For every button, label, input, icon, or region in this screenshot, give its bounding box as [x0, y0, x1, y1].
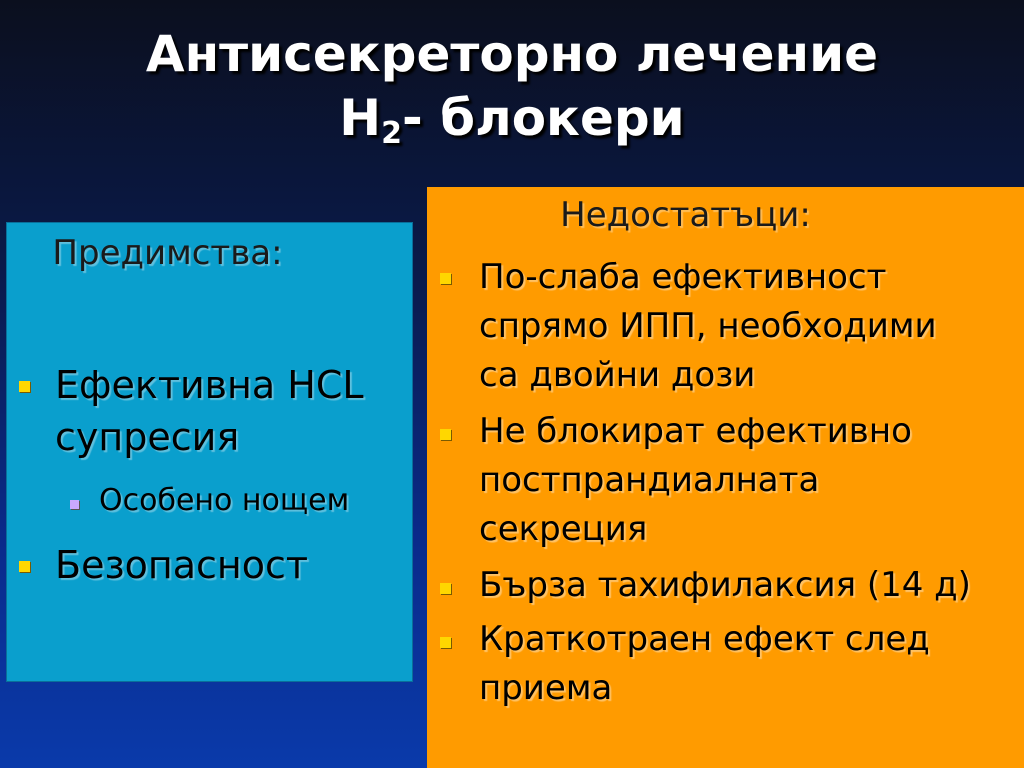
sub-bullet-square-icon	[70, 500, 79, 509]
disadvantage-item-2-line-3: секреция	[479, 509, 648, 549]
disadvantages-panel	[427, 187, 1024, 768]
disadvantage-item-3-line-1: Бърза тахифилаксия (14 д)	[479, 565, 971, 605]
bullet-square-icon	[440, 583, 451, 594]
disadvantage-item-4-line-1: Краткотраен ефект след	[479, 619, 930, 659]
advantages-panel	[6, 222, 413, 682]
disadvantage-item-1-line-3: са двойни дози	[479, 355, 756, 395]
advantage-item-1-line-1: Ефективна HCL	[55, 363, 364, 407]
disadvantage-item-2-line-1: Не блокират ефективно	[479, 411, 912, 451]
bullet-square-icon	[440, 637, 451, 648]
advantages-heading: Предимства:	[52, 233, 283, 273]
bullet-square-icon	[440, 429, 451, 440]
advantage-subitem-1: Особено нощем	[99, 483, 350, 518]
bullet-square-icon	[19, 561, 30, 572]
bullet-square-icon	[440, 273, 451, 284]
slide-title	[0, 22, 1024, 150]
disadvantage-item-1-line-2: спрямо ИПП, необходими	[479, 306, 937, 346]
disadvantage-item-2	[479, 407, 1019, 554]
disadvantage-item-4-line-2: приема	[479, 668, 613, 708]
disadvantage-item-3	[479, 561, 1019, 610]
title-h: H	[339, 89, 382, 147]
disadvantage-item-1	[479, 253, 1019, 400]
advantage-item-2: Безопасност	[55, 543, 309, 587]
title-suffix: - блокери	[402, 89, 685, 147]
advantage-item-1	[55, 359, 410, 463]
disadvantages-heading: Недостатъци:	[560, 195, 811, 235]
bullet-square-icon	[19, 381, 30, 392]
title-line-1: Антисекреторно лечение	[145, 25, 879, 83]
title-subscript: 2	[381, 116, 402, 151]
disadvantage-item-4	[479, 615, 1019, 713]
title-line-2	[0, 86, 1024, 150]
disadvantage-item-2-line-2: постпрандиалната	[479, 460, 820, 500]
disadvantage-item-1-line-1: По-слаба ефективност	[479, 257, 887, 297]
advantage-item-1-line-2: супресия	[55, 415, 240, 459]
